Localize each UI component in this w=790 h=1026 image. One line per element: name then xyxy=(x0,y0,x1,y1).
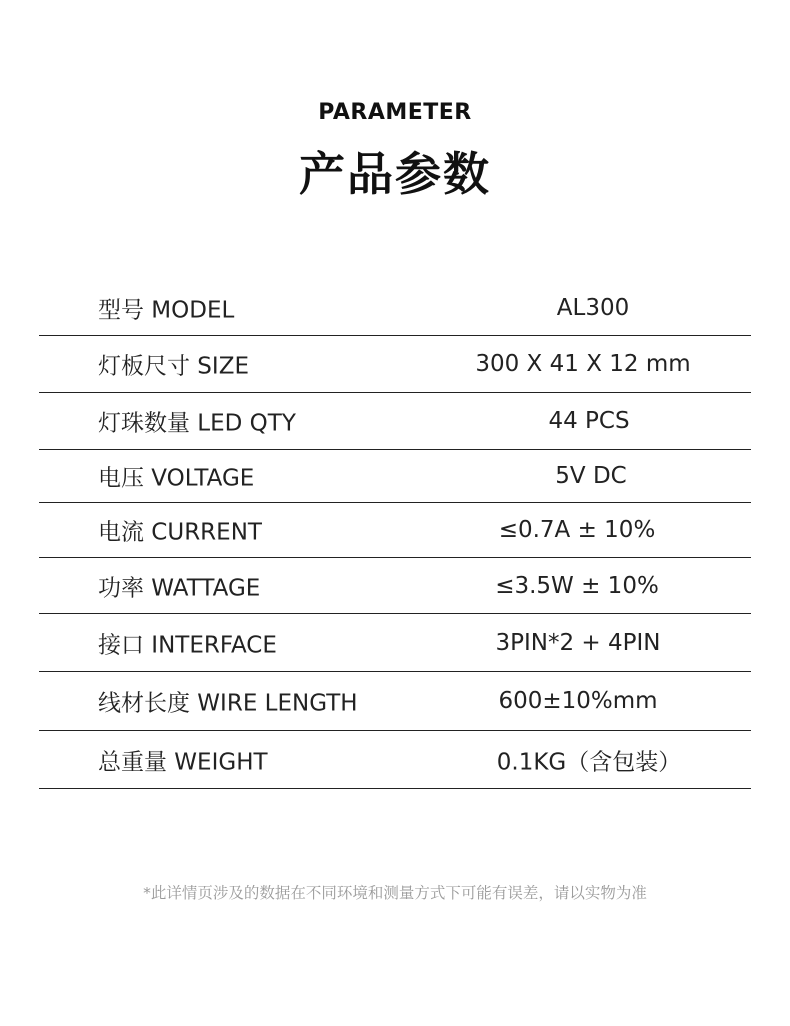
spec-row-wire-length xyxy=(39,672,751,731)
spec-row-model xyxy=(39,280,751,336)
spec-row-interface xyxy=(39,614,751,672)
spec-label: 型号 MODEL xyxy=(98,297,235,323)
spec-value: 5V DC xyxy=(555,463,627,489)
page-title-english: PARAMETER xyxy=(318,100,472,125)
page-title-chinese: 产品参数 xyxy=(299,147,491,201)
spec-row-voltage xyxy=(39,450,751,503)
spec-row-led-qty xyxy=(39,393,751,450)
spec-value: 600±10%mm xyxy=(498,688,658,714)
spec-label: 线材长度 WIRE LENGTH xyxy=(98,690,358,717)
spec-row-wattage xyxy=(39,558,751,614)
spec-label: 灯珠数量 LED QTY xyxy=(98,410,296,437)
spec-label: 接口 INTERFACE xyxy=(98,632,277,658)
spec-table xyxy=(39,280,751,789)
spec-value: 0.1KG（含包装） xyxy=(496,749,682,775)
spec-value: 3PIN*2 + 4PIN xyxy=(495,629,661,656)
spec-label: 灯板尺寸 SIZE xyxy=(98,353,249,380)
spec-value: ≤3.5W ± 10% xyxy=(495,572,659,599)
spec-row-current xyxy=(39,503,751,558)
spec-value: ≤0.7A ± 10% xyxy=(498,517,656,543)
spec-value: AL300 xyxy=(556,294,630,321)
spec-label: 总重量 WEIGHT xyxy=(98,749,268,775)
spec-row-weight xyxy=(39,731,751,789)
spec-row-size xyxy=(39,336,751,393)
disclaimer-note: *此详情页涉及的数据在不同环境和测量方式下可能有误差，请以实物为准 xyxy=(143,884,647,902)
spec-value: 44 PCS xyxy=(548,408,630,434)
spec-value: 300 X 41 X 12 mm xyxy=(475,351,691,377)
spec-label: 电压 VOLTAGE xyxy=(98,465,255,492)
spec-label: 电流 CURRENT xyxy=(98,519,262,546)
spec-label: 功率 WATTAGE xyxy=(98,575,261,601)
